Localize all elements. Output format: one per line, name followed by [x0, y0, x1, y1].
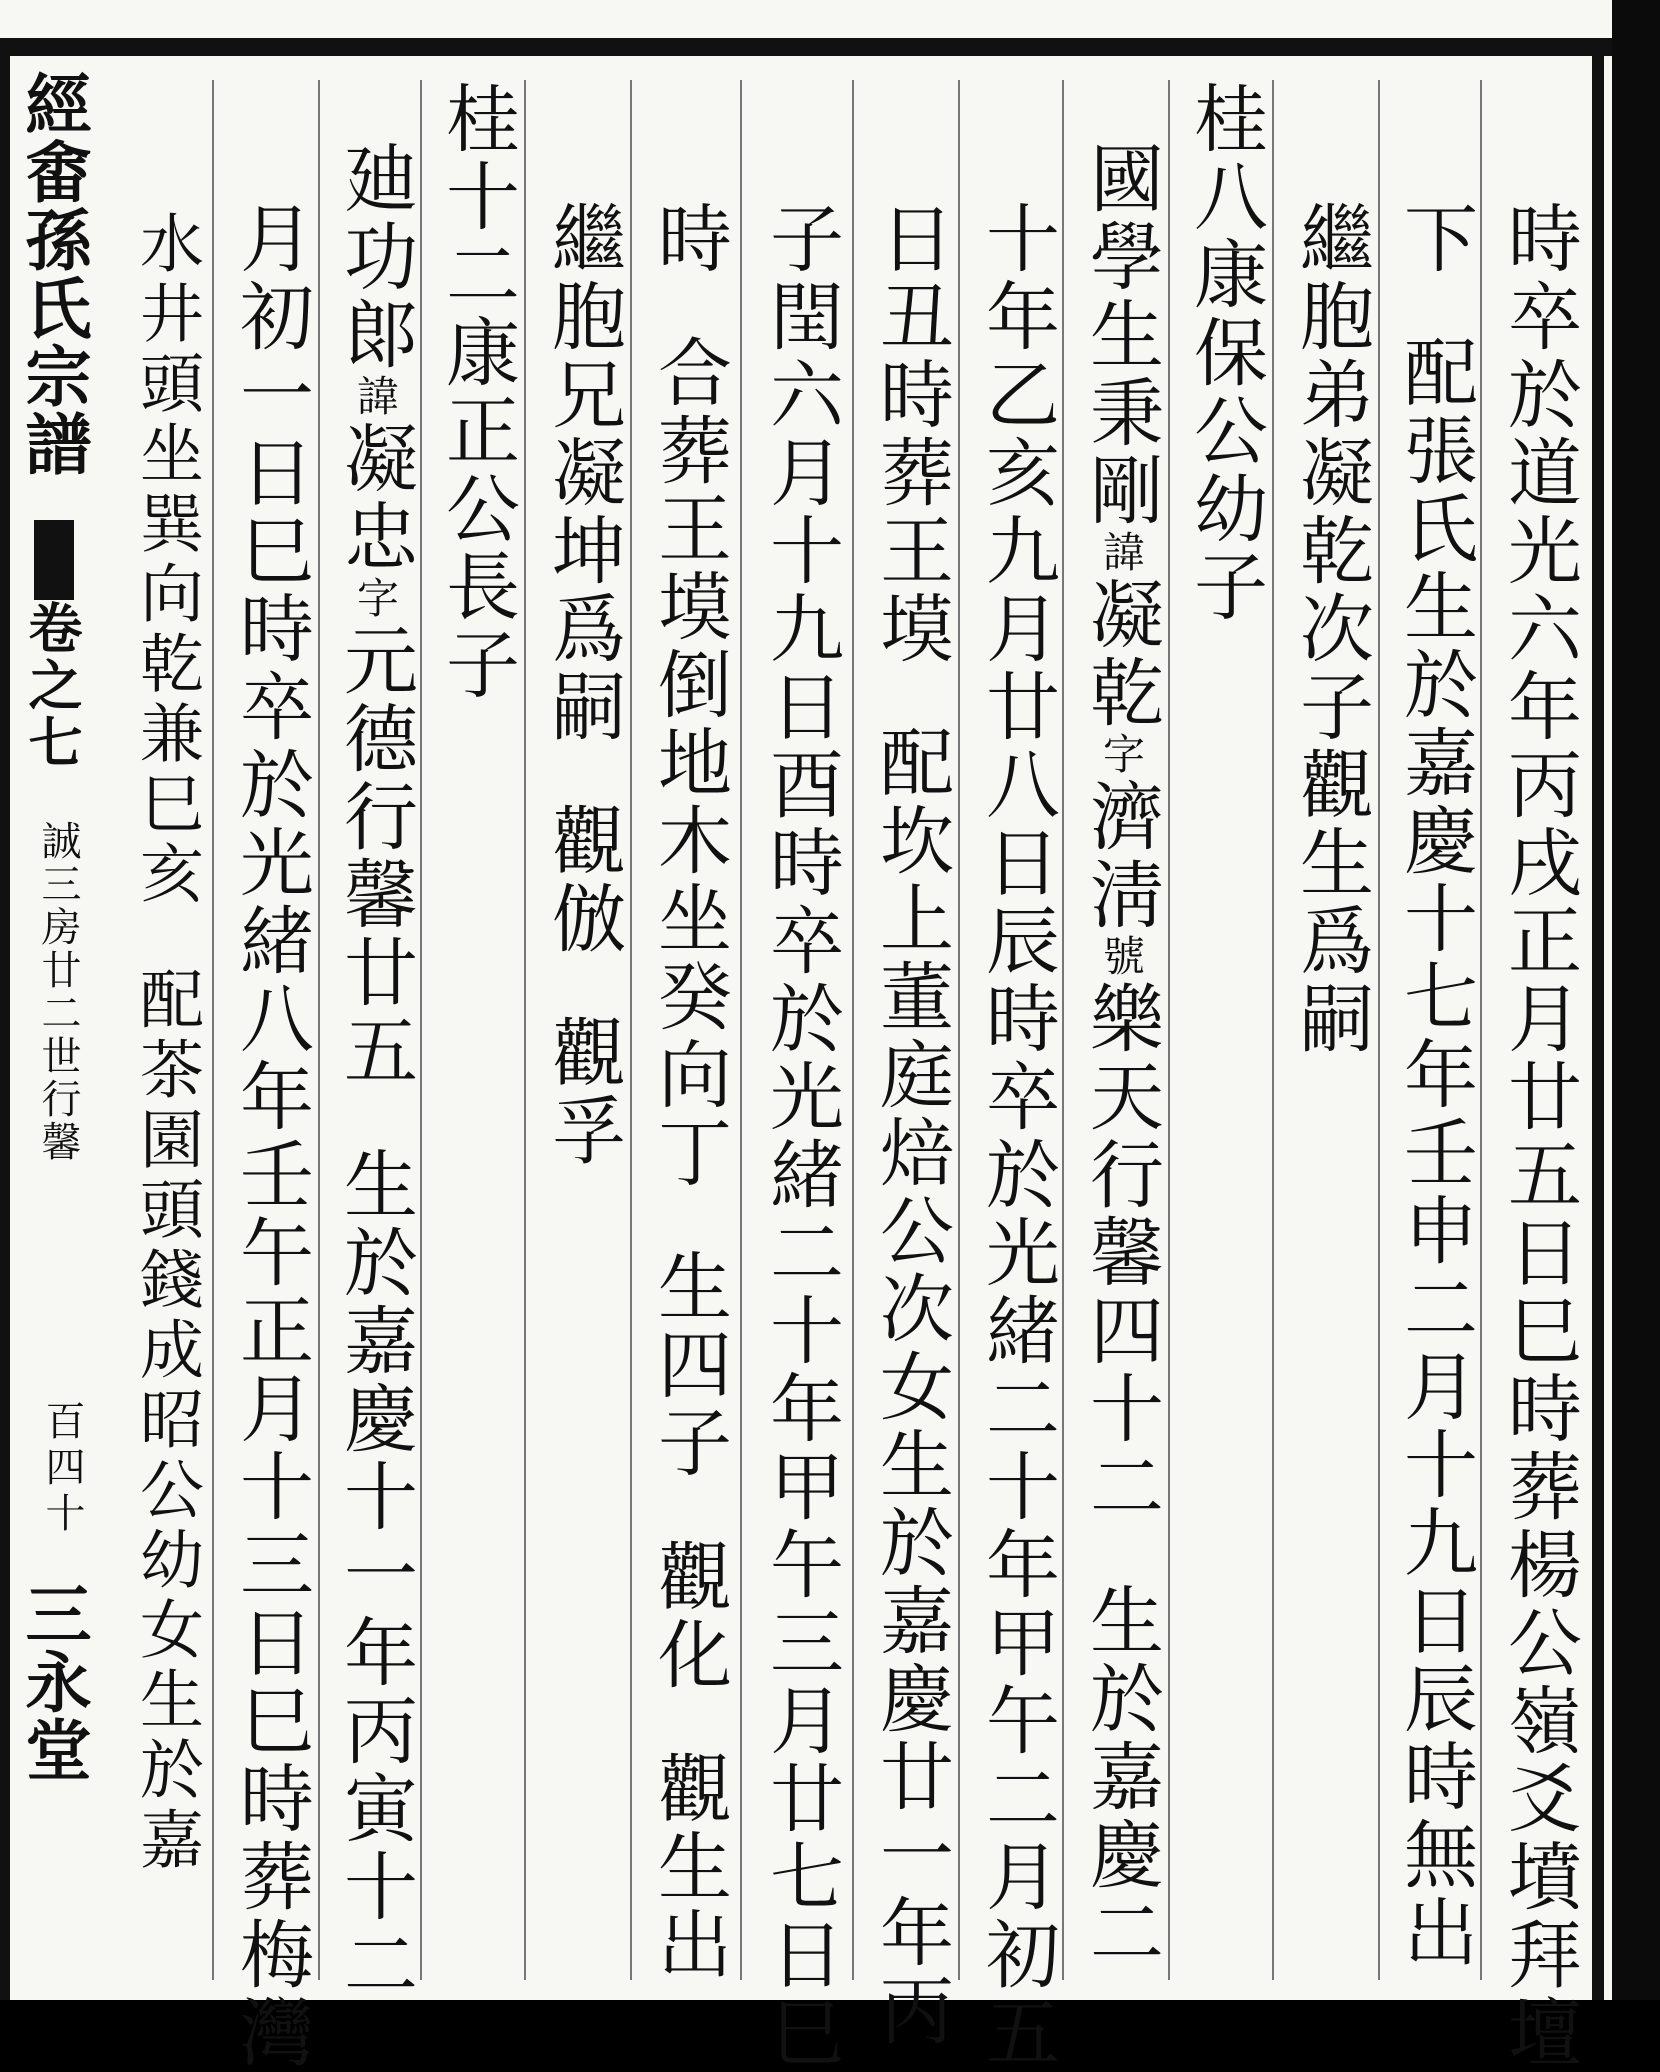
- text-column-13: [228, 200, 314, 2072]
- column-text: 月初一日巳時卒於光緒八年壬午正月十三日巳時葬梅灣: [228, 200, 314, 2072]
- column-rule: [318, 80, 320, 1980]
- fold-fishtail-marker: [34, 520, 74, 600]
- annotation-text: 諱: [351, 374, 400, 420]
- text-column-1: [1496, 200, 1582, 2072]
- column-text: 觀倣: [540, 802, 626, 958]
- column-text: 日丑時葬王塻: [868, 200, 954, 668]
- column-rule: [1480, 80, 1482, 1980]
- branch-label: 誠三房廿二世行馨: [35, 820, 81, 1164]
- column-text: 繼胞兄凝坤爲嗣: [540, 200, 626, 746]
- text-column-2: [1392, 200, 1478, 1972]
- annotation-text: 諱: [1097, 530, 1146, 576]
- column-text: 配坎上董庭焙公次女生於嘉慶廿一年丙: [868, 724, 954, 2050]
- column-text: 濟淸: [1078, 778, 1164, 934]
- text-column-5: [1078, 140, 1164, 1972]
- scan-edge: [1612, 0, 1660, 2000]
- genealogy-title: 經畬孫氏宗譜: [14, 70, 92, 478]
- column-text: 生於嘉慶二: [1078, 1582, 1164, 1972]
- column-text: 時: [646, 200, 732, 278]
- column-rule: [212, 80, 214, 1980]
- text-column-7: [868, 200, 954, 2050]
- column-rule: [1062, 80, 1064, 1980]
- column-rule: [630, 80, 632, 1980]
- text-column-3: [1288, 200, 1374, 1058]
- column-text: 樂天行馨四十二: [1078, 980, 1164, 1526]
- column-text: 子閏六月十九日酉時卒於光緒二十年甲午三月廿七日巳: [758, 200, 844, 2072]
- text-column-4: [1182, 80, 1268, 626]
- column-text: 桂十二康正公長子: [434, 80, 520, 704]
- column-text: 廸功郞: [332, 140, 418, 374]
- hall-name: 三永堂: [14, 1580, 92, 1784]
- column-rule: [1378, 80, 1380, 1980]
- annotation-text: 號: [1097, 934, 1146, 980]
- text-column-9: [646, 200, 732, 1984]
- column-text: 生於嘉慶十一年丙寅十二: [332, 1146, 418, 2004]
- column-text: 下: [1392, 200, 1478, 278]
- column-text: 十年乙亥九月廿八日辰時卒於光緒二十年甲午二月初五: [974, 200, 1060, 2072]
- text-column-10: [540, 200, 626, 1170]
- annotation-text: 字: [1097, 732, 1146, 778]
- column-text: 國學生秉剛: [1078, 140, 1164, 530]
- column-text: 配茶園頭錢成昭公幼女生於嘉: [129, 966, 203, 1876]
- text-column-6: [974, 200, 1060, 2072]
- annotation-text: 字: [351, 576, 400, 622]
- text-column-12: [332, 140, 418, 2004]
- column-rule: [1272, 80, 1274, 1980]
- column-text: 桂八康保公幼子: [1182, 80, 1268, 626]
- column-text: 觀孚: [540, 1014, 626, 1170]
- text-column-11: [434, 80, 520, 704]
- column-text: 觀化: [646, 1538, 732, 1694]
- column-rule: [852, 80, 854, 1980]
- text-column-14: [129, 210, 203, 1876]
- column-text: 觀生出: [646, 1750, 732, 1984]
- column-rule: [420, 80, 422, 1980]
- page-number: 百四十: [39, 1400, 85, 1538]
- column-text: 元德行馨廿五: [332, 622, 418, 1090]
- frame-top-border: [0, 38, 1612, 56]
- column-rule: [524, 80, 526, 1980]
- column-text: 凝忠: [332, 420, 418, 576]
- column-text: 繼胞弟凝乾次子觀生爲嗣: [1288, 200, 1374, 1058]
- column-text: 時卒於道光六年丙戌正月廿五日巳時葬楊公嶺爻墳拜壇: [1496, 200, 1582, 2072]
- volume-label: 卷之七: [20, 600, 84, 771]
- column-text: 生四子: [646, 1248, 732, 1482]
- column-text: 凝乾: [1078, 576, 1164, 732]
- column-rule: [740, 80, 742, 1980]
- column-text: 合葬王塻倒地木坐癸向丁: [646, 334, 732, 1192]
- column-text: 配張氏生於嘉慶十七年壬申二月十九日辰時無出: [1392, 334, 1478, 1972]
- column-rule: [1168, 80, 1170, 1980]
- text-column-8: [758, 200, 844, 2072]
- column-rule: [958, 80, 960, 1980]
- frame-right-border: [1592, 38, 1604, 2000]
- column-text: 水井頭坐巽向乾兼巳亥: [129, 210, 203, 910]
